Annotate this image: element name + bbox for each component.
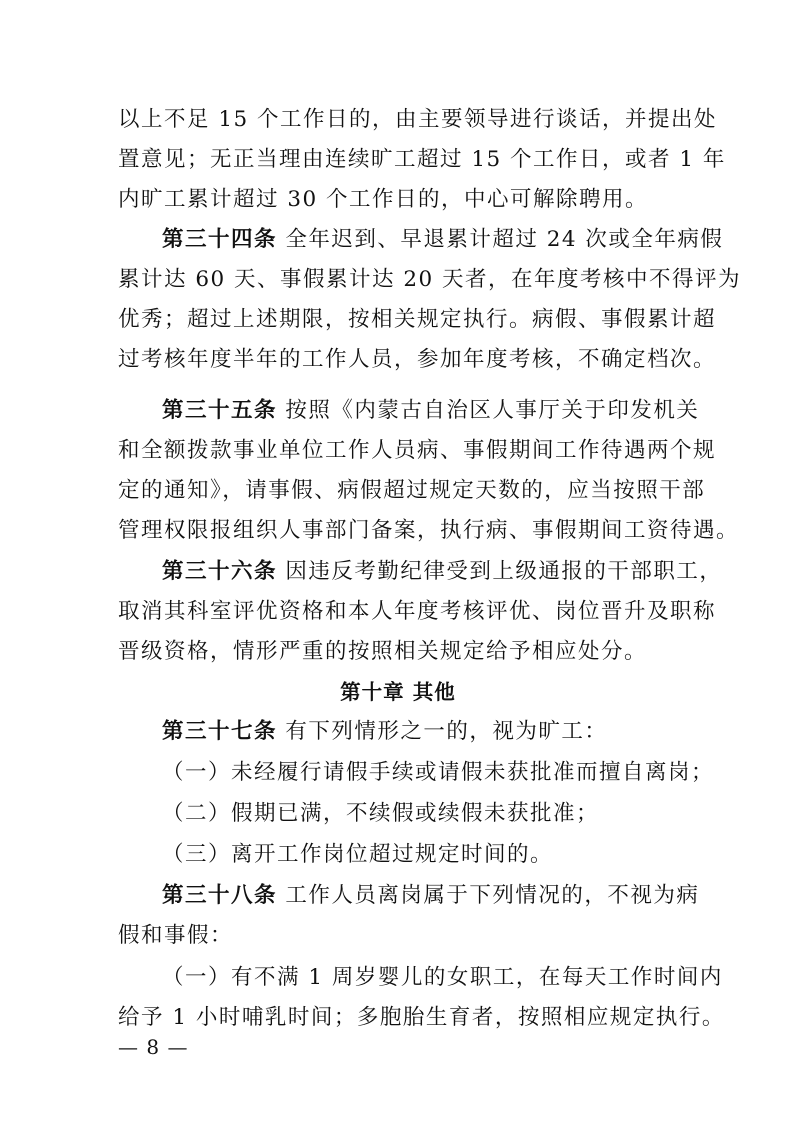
article-text: 有下列情形之一的，视为旷工： [285,719,608,744]
article-number: 第三十六条 [162,559,278,584]
list-item: （三）离开工作岗位超过规定时间的。 [162,842,554,867]
article-text: 因违反考勤纪律受到上级通报的干部职工， [285,559,723,584]
paragraph-line: 置意见；无正当理由连续旷工超过 15 个工作日，或者 1 年 [118,147,726,172]
article-number: 第三十四条 [162,227,278,252]
paragraph-line: 优秀；超过上述期限，按相关规定执行。病假、事假累计超 [118,307,717,332]
paragraph-line: 以上不足 15 个工作日的，由主要领导进行谈话，并提出处 [118,107,718,132]
article-36-first-line [118,552,723,592]
article-number: 第三十五条 [162,398,278,423]
article-34-first-line [118,220,724,260]
article-number: 第三十七条 [162,719,278,744]
article-37-first-line [118,712,678,752]
paragraph-line: 累计达 60 天、事假累计达 20 天者，在年度考核中不得评为 [118,267,742,292]
paragraph-line: 取消其科室评优资格和本人年度考核评优、岗位晋升及职称 [118,599,717,624]
list-item: （一）有不满 1 周岁婴儿的女职工，在每天工作时间内 [162,965,723,990]
paragraph-line: 过考核年度半年的工作人员，参加年度考核，不确定档次。 [118,347,717,372]
article-text: 按照《内蒙古自治区人事厅关于印发机关 [285,398,700,423]
list-item: （一）未经履行请假手续或请假未获批准而擅自离岗； [162,760,715,785]
page-number: — 8 — [118,1035,189,1059]
paragraph-line: 管理权限报组织人事部门备案，执行病、事假期间工资待遇。 [118,518,740,543]
chapter-heading: 第十章 其他 [340,680,456,704]
paragraph-line: 和全额拨款事业单位工作人员病、事假期间工作待遇两个规 [118,438,717,463]
paragraph-line: 内旷工累计超过 30 个工作日的，中心可解除聘用。 [118,187,649,212]
article-number: 第三十八条 [162,883,278,908]
paragraph-line: 假和事假： [118,923,234,948]
article-text: 工作人员离岗属于下列情况的，不视为病 [285,883,700,908]
list-item: （二）假期已满，不续假或续假未获批准； [162,801,600,826]
paragraph-line: 给予 1 小时哺乳时间；多胞胎生育者，按照相应规定执行。 [118,1005,725,1030]
article-35-first-line [118,391,700,431]
paragraph-line: 定的通知》，请事假、病假超过规定天数的，应当按照干部 [118,478,706,503]
article-38-first-line [118,876,700,916]
paragraph-line: 晋级资格，情形严重的按照相关规定给予相应处分。 [118,639,648,664]
article-text: 全年迟到、早退累计超过 24 次或全年病假 [285,227,724,252]
